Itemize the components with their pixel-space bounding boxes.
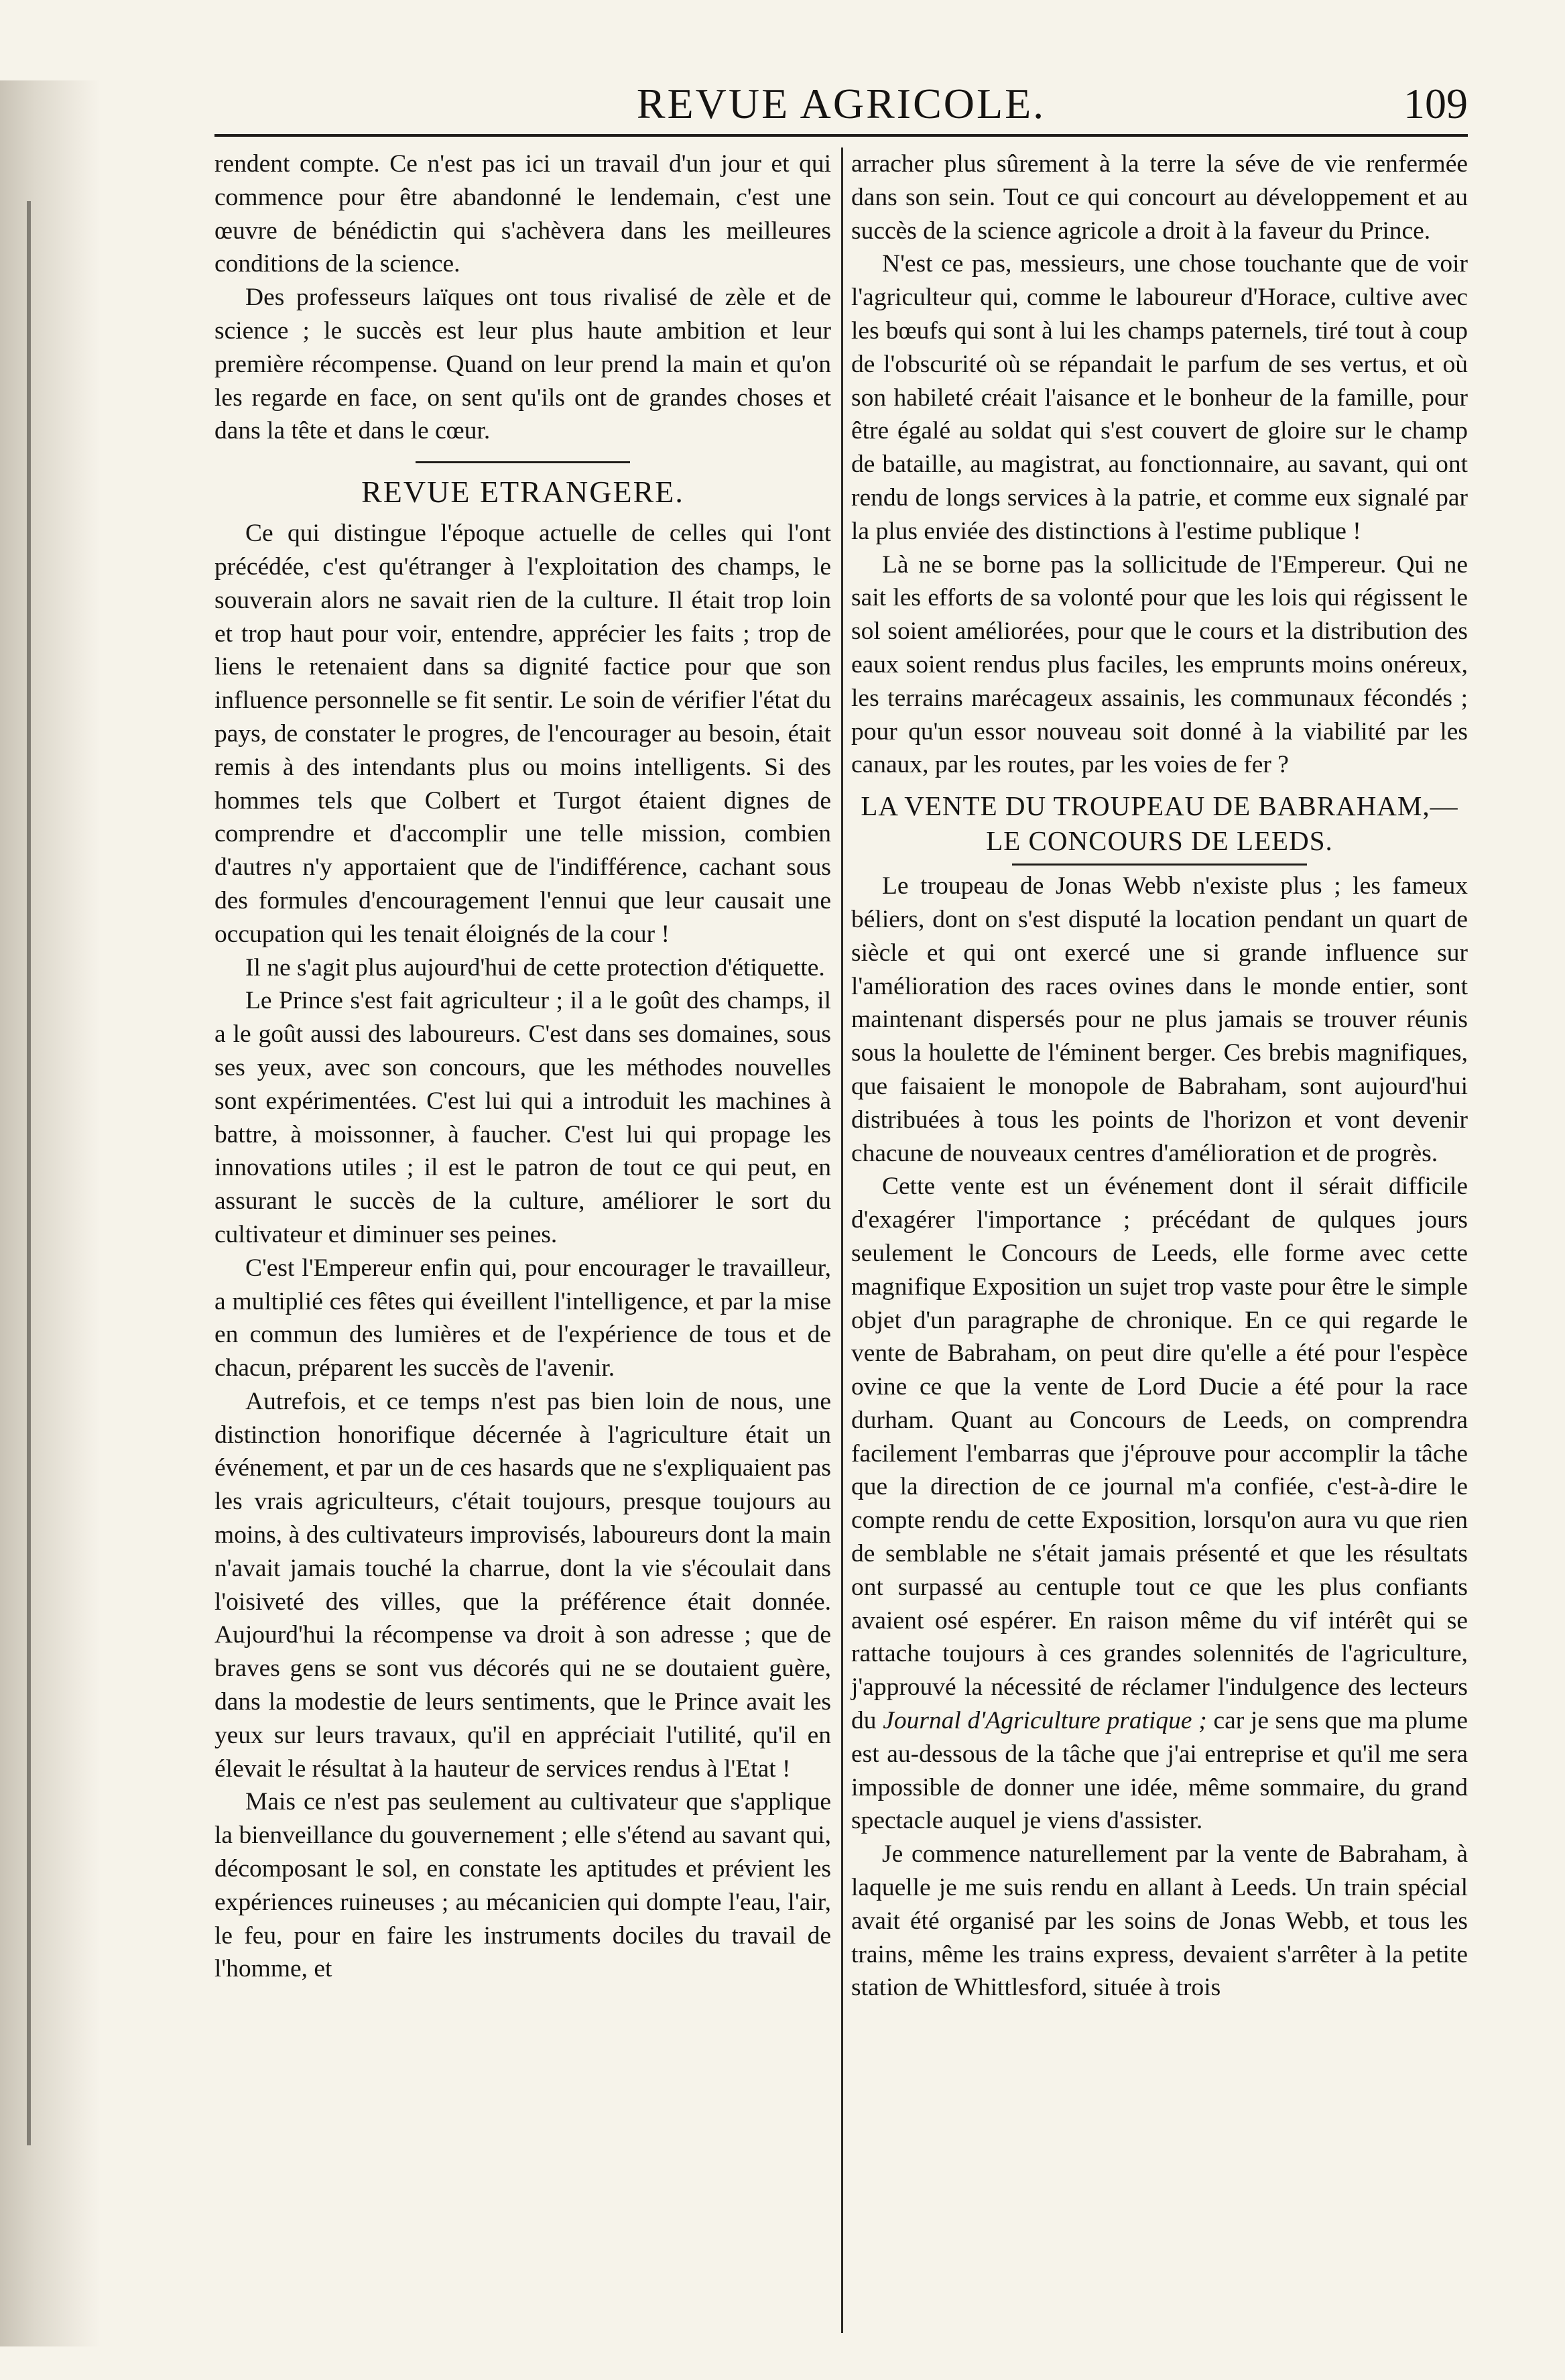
paragraph: Je commence naturellement par la vente de Babraham, à laquelle je me suis rendu en allant à Leeds. Un train spécial avait été organisé par les soins de Jonas Webb, et tous les trains, même les trains express, devaient s'arrêter à la petite station de Whittlesford, située à trois <box>851 1840 1468 2002</box>
paragraph: Autrefois, et ce temps n'est pas bien loin de nous, une distinction honorifique décernée à l'agriculture était un événement, et par un de ces hasards que ne s'expliquaient pas les vrais agriculteurs, c'était toujours, presque toujours au moins, à des cultivateurs improvisés, laboureurs dont la main n'avait jamais touché la charrue, dont la vie s'écoulait dans l'oisiveté des villes, que la préférence était donnée. Aujourd'hui la récompense va droit à son adresse ; que de braves gens se sont vus décorés qui ne se doutaient guère, dans la modestie de leurs sentiments, que le Prince avait les yeux sur leurs travaux, qu'il en appréciait l'utilité, qu'il en élevait le résultat à la hauteur de services rendus à l'Etat ! <box>214 1387 831 1783</box>
paragraph: rendent compte. Ce n'est pas ici un travail d'un jour et qui commence pour être abandonné le lendemain, c'est une œuvre de bénédictin qui s'achèvera dans les meilleures conditions de la science. <box>214 150 831 278</box>
paragraph: arracher plus sûrement à la terre la séve de vie renfermée dans son sein. Tout ce qui concourt au développement et au succès de la science agricole a droit à la faveur du Prince. <box>851 150 1468 245</box>
left-column <box>214 147 831 2360</box>
paragraph-text: car je sens que ma plume est au-dessous de la tâche que j'ai entreprise et qu'il me sera impossible de donner une idée, même sommaire, du grand spectacle auquel je viens d'assister. <box>851 1707 1468 1835</box>
running-header <box>214 74 1468 137</box>
page-number: 109 <box>1403 80 1468 127</box>
article-title: LA VENTE DU TROUPEAU DE BABRAHAM,—LE CONCOURS DE LEEDS. <box>861 790 1458 857</box>
journal-title: REVUE AGRICOLE. <box>636 80 1046 127</box>
book-binding-edge <box>0 80 101 2346</box>
paragraph-text: Cette vente est un événement dont il sérait difficile d'exagérer l'importance ; précédant de qulques jours seulement le Concours de Leeds, elle forme avec cette magnifique Exposition un sujet trop vaste pour être le simple objet d'un paragraphe de chronique. En ce qui regarde le vente de Babraham, on peut dire qu'elle a été pour l'espèce ovine ce que la vente de Lord Ducie a été pour la race durham. Quant au Concours de Leeds, on comprendra facilement l'embarras que j'éprouve pour accomplir la tâche que la direction de ce journal m'a confiée, c'est-à-dire le compte rendu de cette Exposition, lorsqu'on aura vu que rien de semblable ne s'était jamais présenté et que les résultats ont surpassé au centuple tout ce que les plus confiants avaient osé espérer. En raison même du vif intérêt qui se rattache toujours à ces grandes solennités de l'agriculture, j'approuvé la nécessité de réclamer l'indulgence des lecteurs du <box>851 1173 1468 1735</box>
paragraph: Mais ce n'est pas seulement au cultivateur que s'applique la bienveillance du gouvernement ; elle s'étend au savant qui, décomposant le sol, en constate les aptitudes et prévient les expériences ruineuses ; au mécanicien qui dompte l'eau, l'air, le feu, pour en faire les instruments dociles du travail de l'homme, et <box>214 1788 831 1983</box>
paragraph: C'est l'Empereur enfin qui, pour encourager le travailleur, a multiplié ces fêtes qui éveillent l'intelligence, et par la mise en commun des lumières et de l'expérience de tous et de chacun, préparent les succès de l'avenir. <box>214 1254 831 1382</box>
right-column <box>851 147 1468 2360</box>
column-divider <box>841 147 843 2333</box>
article-rule <box>1012 864 1307 866</box>
paragraph: Des professeurs laïques ont tous rivalisé de zèle et de science ; le succès est leur plus haute ambition et leur première récompense. Quand on leur prend la main et qu'on les regarde en face, on sent qu'ils ont de grandes choses et dans la tête et dans le cœur. <box>214 284 831 445</box>
paragraph: Là ne se borne pas la sollicitude de l'Empereur. Qui ne sait les efforts de sa volonté pour que les lois qui régissent le sol soient améliorées, pour que le cours et la distribution des eaux soient rendus plus faciles, les emprunts moins onéreux, les terrains marécageux assainis, les communaux fécondés ; pour qu'un essor nouveau soit donné à la viabilité par les canaux, par les routes, par les voies de fer ? <box>851 550 1468 779</box>
section-rule <box>416 461 630 463</box>
paragraph: Il ne s'agit plus aujourd'hui de cette protection d'étiquette. <box>245 953 825 981</box>
paragraph: Le Prince s'est fait agriculteur ; il a le goût des champs, il a le goût aussi des laboureurs. C'est dans ses domaines, sous ses yeux, avec son concours, que les méthodes nouvelles sont expérimentées. C'est lui qui a introduit les machines à battre, à moissonner, à faucher. C'est lui qui propage les innovations utiles ; il est le patron de tout ce qui peut, en assurant le succès de la culture, améliorer le sort du cultivateur et diminuer ses peines. <box>214 987 831 1248</box>
paragraph: Ce qui distingue l'époque actuelle de celles qui l'ont précédée, c'est qu'étranger à l'exploitation des champs, le souverain alors ne savait rien de la culture. Il était trop loin et trop haut pour voir, entendre, apprécier les faits ; trop de liens le retenaient dans sa dignité factice pour que son influence personnelle se fit sentir. Le soin de vérifier l'état du pays, de constater le progres, de l'encourager au besoin, était remis à des intendants plus ou moins intelligents. Si des hommes tels que Colbert et Turgot étaient dignes de comprendre et d'accomplir une telle mission, combien d'autres n'y apportaient que de l'indifférence, cachant sous des formules d'encouragement l'ennui que leur causait une occupation qui les tenait éloignés de la cour ! <box>214 520 831 948</box>
paragraph-with-journal-name <box>851 1170 1468 1838</box>
journal-name: Journal d'Agriculture pratique ; <box>883 1707 1207 1735</box>
paragraph: Le troupeau de Jonas Webb n'existe plus ; les fameux béliers, dont on s'est disputé la location pendant un quart de siècle et qui ont exercé une si grande influence sur l'amélioration des races ovines dans le monde entier, sont maintenant dispersés pour ne plus jamais se trouver réunis sous la houlette de l'éminent berger. Ces brebis magnifiques, que faisaient le monopole de Babraham, sont aujourd'hui distribuées à tous les points de l'horizon et vont devenir chacune de nouveaux centres d'amélioration et de progrès. <box>851 872 1468 1167</box>
paragraph: N'est ce pas, messieurs, une chose touchante que de voir l'agriculteur qui, comme le laboureur d'Horace, cultive avec les bœufs qui sont à lui les champs paternels, tiré tout à coup de l'obscurité où se répandait le parfum de ses vertus, et où son habileté créait l'aisance et le bonheur de la famille, pour être égalé au soldat qui s'est couvert de gloire sur le champ de bataille, au magistrat, au fonctionnaire, au savant, qui ont rendu de longs services à la patrie, et comme eux signalé par la plus enviée des distinctions à l'estime publique ! <box>851 250 1468 545</box>
section-title: REVUE ETRANGERE. <box>361 475 684 510</box>
